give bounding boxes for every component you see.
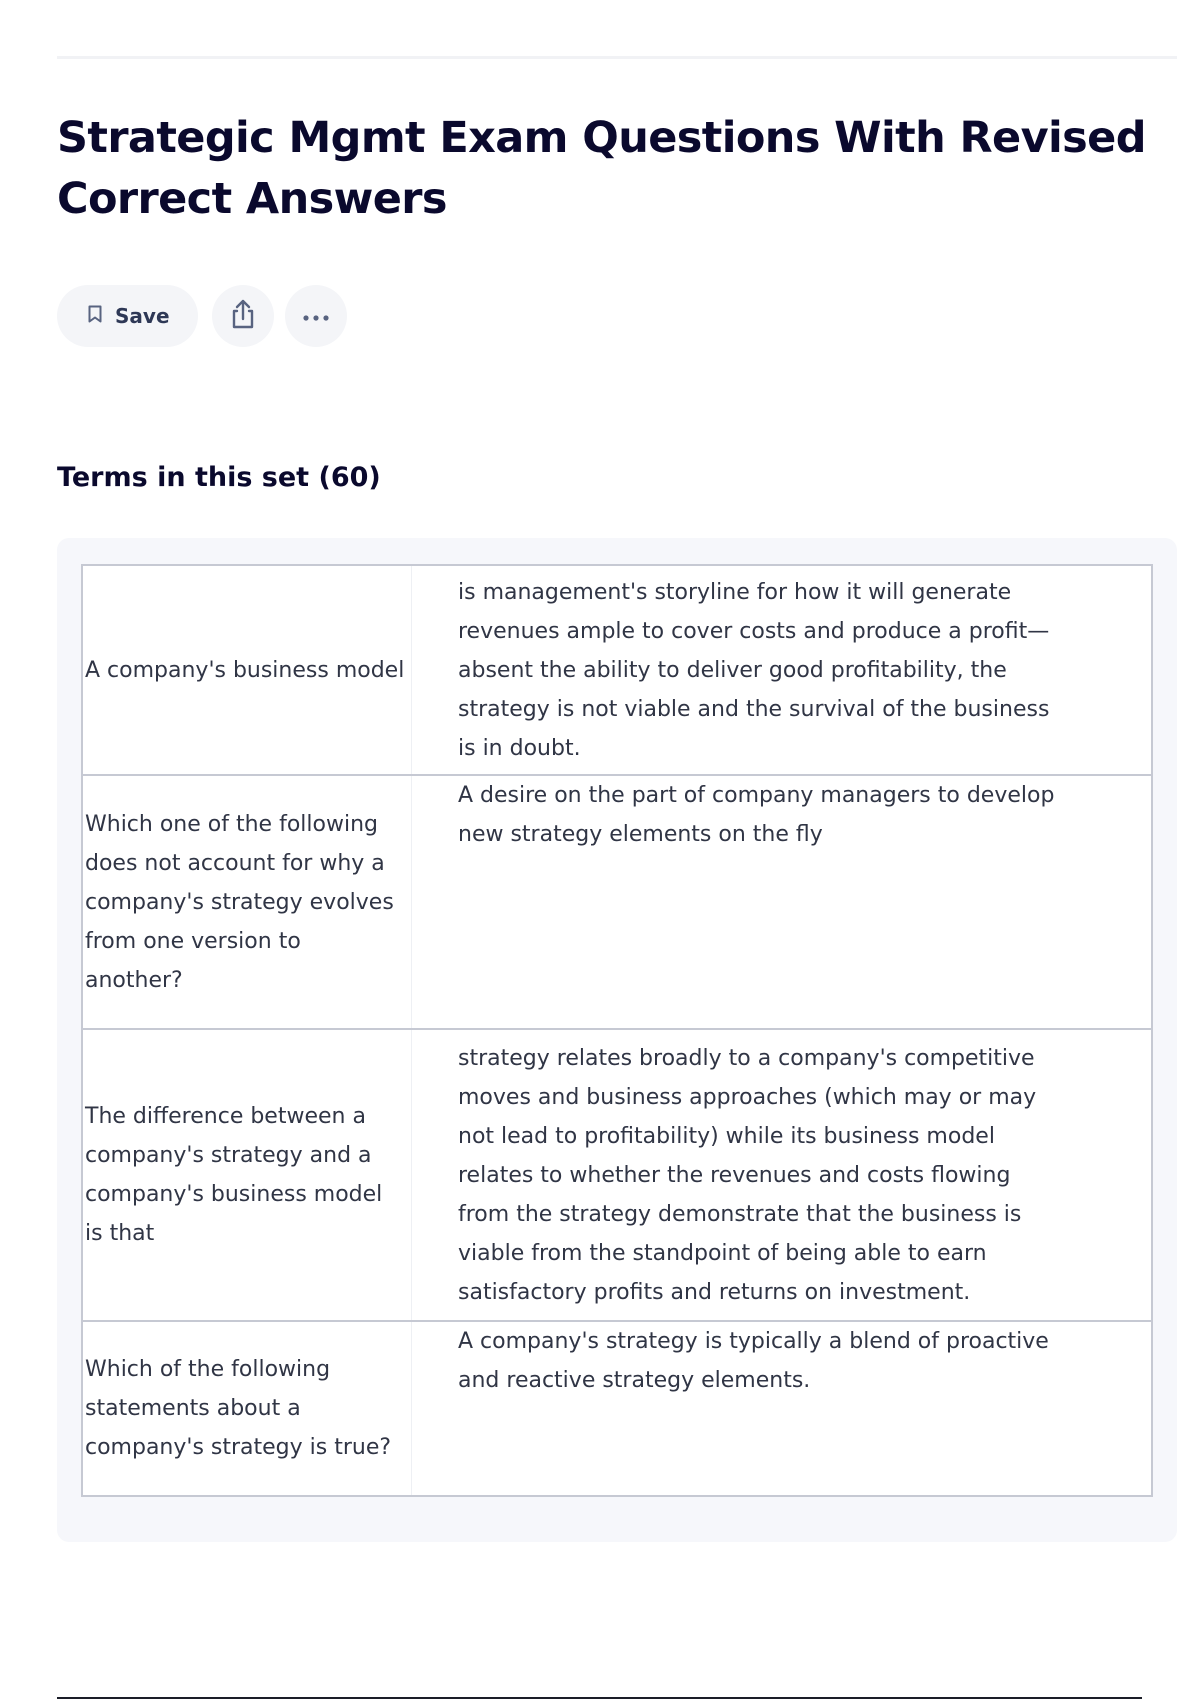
bookmark-icon [87,304,103,328]
top-divider [57,56,1177,59]
terms-panel [57,538,1177,1542]
save-button-label: Save [115,304,170,328]
more-options-button[interactable] [285,285,347,347]
terms-table [81,564,1153,1497]
table-row [82,1029,1152,1321]
term-cell: A company's business model [82,565,412,775]
terms-heading: Terms in this set (60) [57,462,381,493]
share-icon [229,298,257,334]
table-row [82,1321,1152,1496]
term-cell: Which one of the following does not account for why a company's strategy evolves from one version to another? [82,775,412,1029]
more-options-icon [302,307,330,326]
definition-cell: A company's strategy is typically a blend of proactive and reactive strategy elements. [458,1329,1049,1393]
table-row [82,775,1152,1029]
share-button[interactable] [212,285,274,347]
definition-cell: A desire on the part of company managers to develop new strategy elements on the fly [458,783,1055,847]
page-title: Strategic Mgmt Exam Questions With Revised Correct Answers [57,113,1146,224]
definition-cell: is management's storyline for how it will generate revenues ample to cover costs and produce a profit—absent the ability to deliver good profitability, the strategy is not viable and the survival of the business is in doubt. [458,579,1050,761]
table-row [82,565,1152,775]
term-cell: The difference between a company's strategy and a company's business model is that [82,1029,412,1321]
term-cell: Which of the following statements about a company's strategy is true? [82,1321,412,1496]
definition-cell: strategy relates broadly to a company's competitive moves and business approaches (which may or may not lead to profitability) while its business model relates to whether the revenues and costs flowing from the strategy demonstrate that the business is viable from the standpoint of being able to earn satisfactory profits and returns on investment. [458,1045,1037,1305]
action-bar [57,285,347,347]
bottom-divider [57,1697,1142,1699]
save-button[interactable] [57,285,198,347]
